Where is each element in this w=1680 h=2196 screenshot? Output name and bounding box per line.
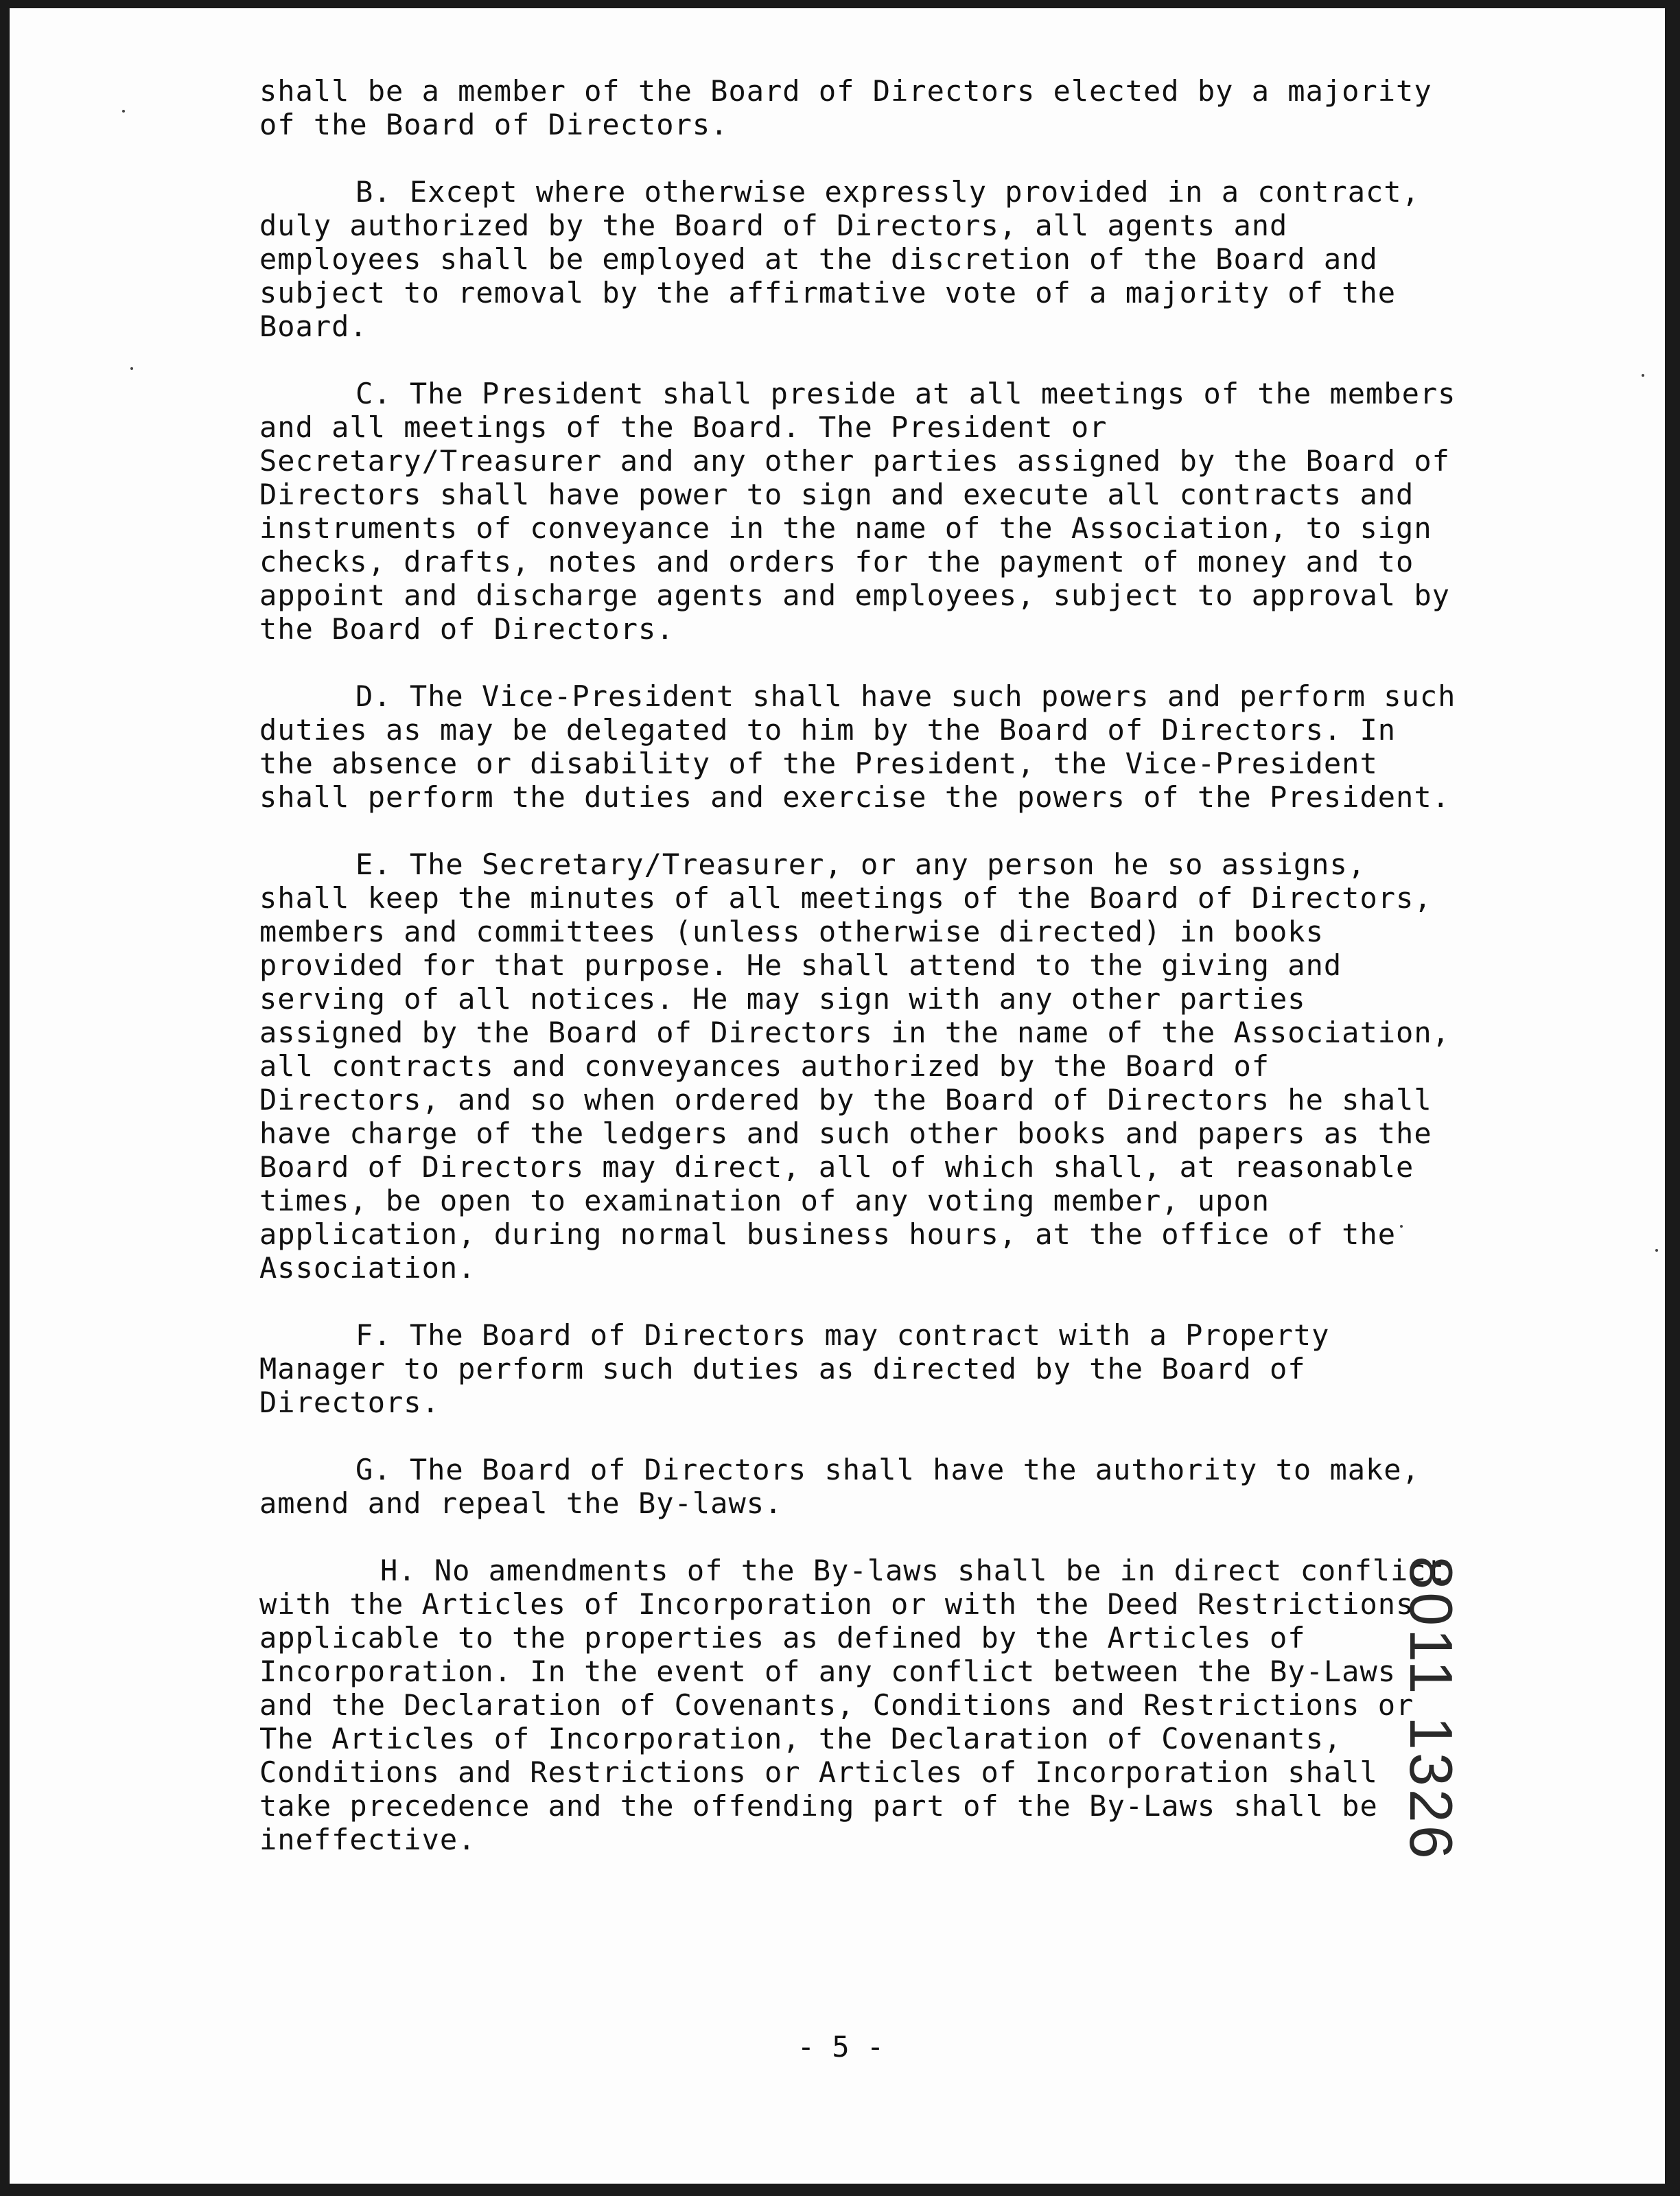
scan-edge-bottom: [0, 2184, 1680, 2196]
scan-speck: [1655, 1249, 1658, 1252]
page-number: - 5 -: [797, 2030, 885, 2064]
scan-speck: [130, 367, 133, 370]
paragraph-e: E. The Secretary/Treasurer, or any person he so assigns, shall keep the minutes of all meetings of the Board of Directors, members and committees (unless otherwise directed) in books provided for that purpose. He shall attend to the giving and serving of all notices. He may sign with any other parties assigned by the Board of Directors in the name of the Association, all contracts and conveyances authorized by the Board of Directors, and so when ordered by the Board of Directors he shall have charge of the ledgers and such other books and papers as the Board of Directors may direct, all of which shall, at reasonable times, be open to examination of any voting member, upon application, during normal business hours, at the office of the Association.: [259, 848, 1450, 1285]
paragraph-intro: shall be a member of the Board of Directors elected by a majority of the Board of Directors.: [259, 74, 1432, 141]
paragraph-h: H. No amendments of the By-laws shall be in direct conflict with the Articles of Incorporation or with the Deed Restrictions applicable to the properties as defined by the Articles of Incorporation. In the event of any conflict between the By-Laws and the Declaration of Covenants, Conditions and Restrictions or The Articles of Incorporation, the Declaration of Covenants, Conditions and Restrictions or Articles of Incorporation shall take precedence and the offending part of the By-Laws shall be ineffective.: [259, 1554, 1445, 1856]
scan-edge-top: [0, 0, 1680, 8]
scan-edge-left: [0, 0, 10, 2196]
paragraph-f: F. The Board of Directors may contract with a Property Manager to perform such duties as directed by the Board of Directors.: [259, 1318, 1330, 1419]
paragraph-g: G. The Board of Directors shall have the authority to make, amend and repeal the By-laws.: [259, 1453, 1420, 1520]
paragraph-d: D. The Vice-President shall have such powers and perform such duties as may be delegated to him by the Board of Directors. In the absence or disability of the President, the Vice-President shall perform the duties and exercise the powers of the President.: [259, 679, 1456, 814]
bylaws-body: [259, 74, 1467, 1890]
recording-stamp: 8011 1326: [1397, 1556, 1465, 1862]
scan-edge-right: [1665, 0, 1680, 2196]
scan-speck: [1642, 374, 1644, 377]
paragraph-b: B. Except where otherwise expressly provided in a contract, duly authorized by the Board of Directors, all agents and employees shall be employed at the discretion of the Board and subject to removal by the affirmative vote of a majority of the Board.: [259, 175, 1420, 343]
scan-speck: [122, 110, 125, 113]
paragraph-c: C. The President shall preside at all meetings of the members and all meetings of the Board. The President or Secretary/Treasurer and any other parties assigned by the Board of Directors shall have power to sign and execute all contracts and instruments of conveyance in the name of the Association, to sign checks, drafts, notes and orders for the payment of money and to appoint and discharge agents and employees, subject to approval by the Board of Directors.: [259, 377, 1456, 646]
